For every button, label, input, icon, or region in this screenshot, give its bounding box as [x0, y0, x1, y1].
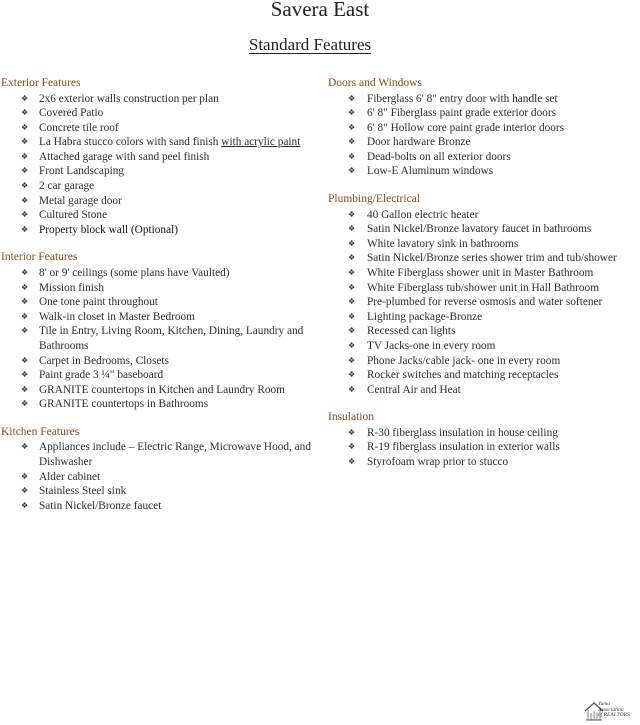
- section-plumbing-electrical: [328, 192, 628, 397]
- feature-text: Appliances include – Electric Range, Microwave Hood, and Dishwasher: [39, 441, 311, 468]
- feature-item: [328, 222, 628, 237]
- feature-item: [1, 106, 313, 121]
- document-subtitle: Standard Features: [248, 35, 372, 54]
- section-insulation: [328, 410, 628, 469]
- section-exterior-features: [1, 76, 313, 237]
- diamond-bullet-icon: ❖: [21, 166, 29, 176]
- diamond-bullet-icon: ❖: [348, 340, 356, 350]
- underlined-feature-text: with acrylic paint: [221, 136, 301, 149]
- feature-text: One tone paint throughout: [39, 296, 158, 309]
- diamond-bullet-icon: ❖: [348, 253, 356, 263]
- feature-item: [1, 266, 313, 281]
- section-title: Exterior Features: [1, 77, 81, 89]
- logo-text: [598, 702, 630, 719]
- section-title: Interior Features: [1, 251, 78, 264]
- diamond-bullet-icon: ❖: [348, 427, 356, 437]
- diamond-bullet-icon: ❖: [21, 93, 29, 103]
- diamond-bullet-icon: ❖: [21, 442, 29, 452]
- feature-item: [328, 310, 628, 325]
- feature-item: [328, 383, 628, 398]
- section-interior-features: [1, 250, 313, 411]
- diamond-bullet-icon: ❖: [348, 326, 356, 336]
- diamond-bullet-icon: ❖: [21, 399, 29, 409]
- feature-item: [328, 295, 628, 310]
- feature-text: Door hardware Bronze: [367, 136, 471, 149]
- feature-text: 6' 8" Fiberglass paint grade exterior doors: [367, 107, 557, 120]
- feature-text: Central Air and Heat: [367, 383, 461, 396]
- document-title: Savera East: [270, 0, 370, 21]
- feature-item: [328, 354, 628, 369]
- diamond-bullet-icon: ❖: [21, 181, 29, 191]
- section-title: Plumbing/Electrical: [328, 193, 420, 206]
- diamond-bullet-icon: ❖: [348, 384, 356, 394]
- feature-item: [328, 92, 628, 107]
- feature-item: [328, 106, 628, 121]
- right-column: [328, 76, 628, 483]
- logo-text-line1: Yuma: [598, 701, 611, 707]
- feature-item: [328, 440, 628, 455]
- section-title: Insulation: [328, 411, 374, 424]
- feature-item: [328, 426, 628, 441]
- feature-text: White Fiberglass shower unit in Master Bathroom: [367, 266, 594, 279]
- feature-text: White Fiberglass tub/shower unit in Hall Bathroom: [367, 281, 599, 294]
- feature-text: 6' 8" Hollow core paint grade interior doors: [367, 121, 565, 134]
- feature-text: Satin Nickel/Bronze series shower trim and tub/shower: [367, 252, 617, 265]
- diamond-bullet-icon: ❖: [348, 311, 356, 321]
- diamond-bullet-icon: ❖: [21, 500, 29, 510]
- diamond-bullet-icon: ❖: [21, 486, 29, 496]
- feature-item: [1, 397, 313, 412]
- diamond-bullet-icon: ❖: [348, 442, 356, 452]
- feature-item: [1, 440, 313, 469]
- feature-item: [328, 368, 628, 383]
- diamond-bullet-icon: ❖: [21, 210, 29, 220]
- diamond-bullet-icon: ❖: [21, 122, 29, 132]
- feature-text: GRANITE countertops in Bathrooms: [39, 398, 209, 411]
- feature-text: Carpet in Bedrooms, Closets: [39, 354, 169, 367]
- feature-text: Front Landscaping: [39, 165, 125, 178]
- feature-item: [1, 354, 313, 369]
- feature-text: Styrofoam wrap prior to stucco: [367, 455, 509, 468]
- diamond-bullet-icon: ❖: [348, 355, 356, 365]
- diamond-bullet-icon: ❖: [348, 370, 356, 380]
- left-column: [1, 76, 313, 526]
- feature-item: [328, 121, 628, 136]
- logo-text-line3: of REALTORS: [598, 712, 630, 719]
- realtors-logo: [584, 700, 636, 722]
- feature-text: R-30 fiberglass insulation in house ceiling: [367, 426, 558, 439]
- diamond-bullet-icon: ❖: [21, 471, 29, 481]
- diamond-bullet-icon: ❖: [21, 311, 29, 321]
- feature-item: [328, 237, 628, 252]
- feature-item: [328, 281, 628, 296]
- logo-text-line2: Association: [598, 706, 624, 713]
- feature-text: Low-E Aluminum windows: [367, 165, 494, 178]
- diamond-bullet-icon: ❖: [348, 297, 356, 307]
- diamond-bullet-icon: ❖: [21, 267, 29, 277]
- feature-text: 40 Gallon electric heater: [367, 208, 479, 221]
- feature-item: [328, 455, 628, 470]
- feature-item: [328, 150, 628, 165]
- diamond-bullet-icon: ❖: [348, 151, 356, 161]
- diamond-bullet-icon: ❖: [348, 267, 356, 277]
- feature-item: [328, 135, 628, 150]
- feature-item: [1, 223, 313, 238]
- feature-text: Cultured Stone: [39, 209, 108, 222]
- feature-item: [328, 164, 628, 179]
- feature-item: [1, 150, 313, 165]
- feature-text: Alder cabinet: [39, 470, 101, 483]
- diamond-bullet-icon: ❖: [21, 370, 29, 380]
- diamond-bullet-icon: ❖: [348, 224, 356, 234]
- feature-item: [1, 484, 313, 499]
- feature-item: [328, 266, 628, 281]
- feature-text: R-19 fiberglass insulation in exterior walls: [367, 441, 560, 454]
- feature-text: Paint grade 3 ¼" baseboard: [39, 369, 164, 382]
- feature-item: [1, 179, 313, 194]
- feature-text: La Habra stucco colors with sand finish: [39, 136, 222, 149]
- diamond-bullet-icon: ❖: [21, 355, 29, 365]
- feature-text: Rocker switches and matching receptacles: [367, 369, 559, 382]
- diamond-bullet-icon: ❖: [348, 137, 356, 147]
- feature-item: [1, 499, 313, 514]
- feature-item: [1, 310, 313, 325]
- diamond-bullet-icon: ❖: [348, 166, 356, 176]
- feature-item: [1, 368, 313, 383]
- section-title: Doors and Windows: [328, 77, 422, 89]
- feature-text: Stainless Steel sink: [39, 485, 127, 498]
- diamond-bullet-icon: ❖: [21, 137, 29, 147]
- feature-list: [328, 92, 628, 180]
- section-kitchen-features: [1, 425, 313, 513]
- feature-text: Pre-plumbed for reverse osmosis and water softener: [367, 296, 603, 309]
- feature-item: [328, 208, 628, 223]
- feature-item: [328, 339, 628, 354]
- diamond-bullet-icon: ❖: [348, 108, 356, 118]
- feature-text: Property block wall (Optional): [39, 223, 178, 236]
- feature-item: [1, 194, 313, 209]
- diamond-bullet-icon: ❖: [348, 93, 356, 103]
- section-doors-and-windows: [328, 76, 628, 179]
- diamond-bullet-icon: ❖: [348, 456, 356, 466]
- feature-item: [1, 164, 313, 179]
- feature-item: [1, 324, 313, 353]
- diamond-bullet-icon: ❖: [21, 195, 29, 205]
- diamond-bullet-icon: ❖: [21, 151, 29, 161]
- feature-item: [328, 251, 628, 266]
- diamond-bullet-icon: ❖: [21, 108, 29, 118]
- feature-text: Satin Nickel/Bronze faucet: [39, 499, 162, 512]
- diamond-bullet-icon: ❖: [21, 297, 29, 307]
- feature-text: 2x6 exterior walls construction per plan: [39, 92, 219, 105]
- feature-list: [1, 440, 313, 513]
- feature-item: [1, 121, 313, 136]
- feature-text: White lavatory sink in bathrooms: [367, 237, 519, 250]
- feature-text: Satin Nickel/Bronze lavatory faucet in bathrooms: [367, 223, 592, 236]
- feature-text: Metal garage door: [39, 194, 122, 207]
- feature-text: Mission finish: [39, 281, 104, 294]
- feature-list: [1, 266, 313, 412]
- diamond-bullet-icon: ❖: [348, 238, 356, 248]
- feature-text: Walk-in closet in Master Bedroom: [39, 310, 195, 323]
- diamond-bullet-icon: ❖: [348, 209, 356, 219]
- feature-item: [1, 208, 313, 223]
- section-title: Kitchen Features: [1, 425, 80, 438]
- feature-text: Covered Patio: [39, 107, 104, 120]
- feature-item: [1, 281, 313, 296]
- feature-text: TV Jacks-one in every room: [367, 339, 496, 352]
- feature-text: Fiberglass 6' 8" entry door with handle set: [367, 92, 558, 105]
- feature-item: [1, 383, 313, 398]
- feature-text: Lighting package-Bronze: [367, 310, 483, 323]
- feature-item: [1, 135, 313, 150]
- feature-text: Attached garage with sand peel finish: [39, 150, 210, 163]
- feature-text: Phone Jacks/cable jack- one in every room: [367, 354, 561, 367]
- diamond-bullet-icon: ❖: [21, 282, 29, 292]
- feature-list: [328, 426, 628, 470]
- feature-item: [1, 295, 313, 310]
- feature-list: [1, 92, 313, 238]
- feature-text: Concrete tile roof: [39, 121, 119, 134]
- feature-text: Dead-bolts on all exterior doors: [367, 150, 511, 163]
- feature-text: 2 car garage: [39, 180, 95, 193]
- diamond-bullet-icon: ❖: [21, 326, 29, 336]
- feature-text: 8' or 9' ceilings (some plans have Vaulted): [39, 266, 230, 279]
- feature-text: Recessed can lights: [367, 325, 456, 338]
- diamond-bullet-icon: ❖: [348, 122, 356, 132]
- feature-item: [1, 470, 313, 485]
- diamond-bullet-icon: ❖: [21, 384, 29, 394]
- diamond-bullet-icon: ❖: [21, 224, 29, 234]
- feature-text: GRANITE countertops in Kitchen and Laundry Room: [39, 383, 285, 396]
- feature-item: [1, 92, 313, 107]
- feature-item: [328, 324, 628, 339]
- feature-text: Tile in Entry, Living Room, Kitchen, Dining, Laundry and Bathrooms: [39, 325, 304, 352]
- diamond-bullet-icon: ❖: [348, 282, 356, 292]
- feature-list: [328, 208, 628, 398]
